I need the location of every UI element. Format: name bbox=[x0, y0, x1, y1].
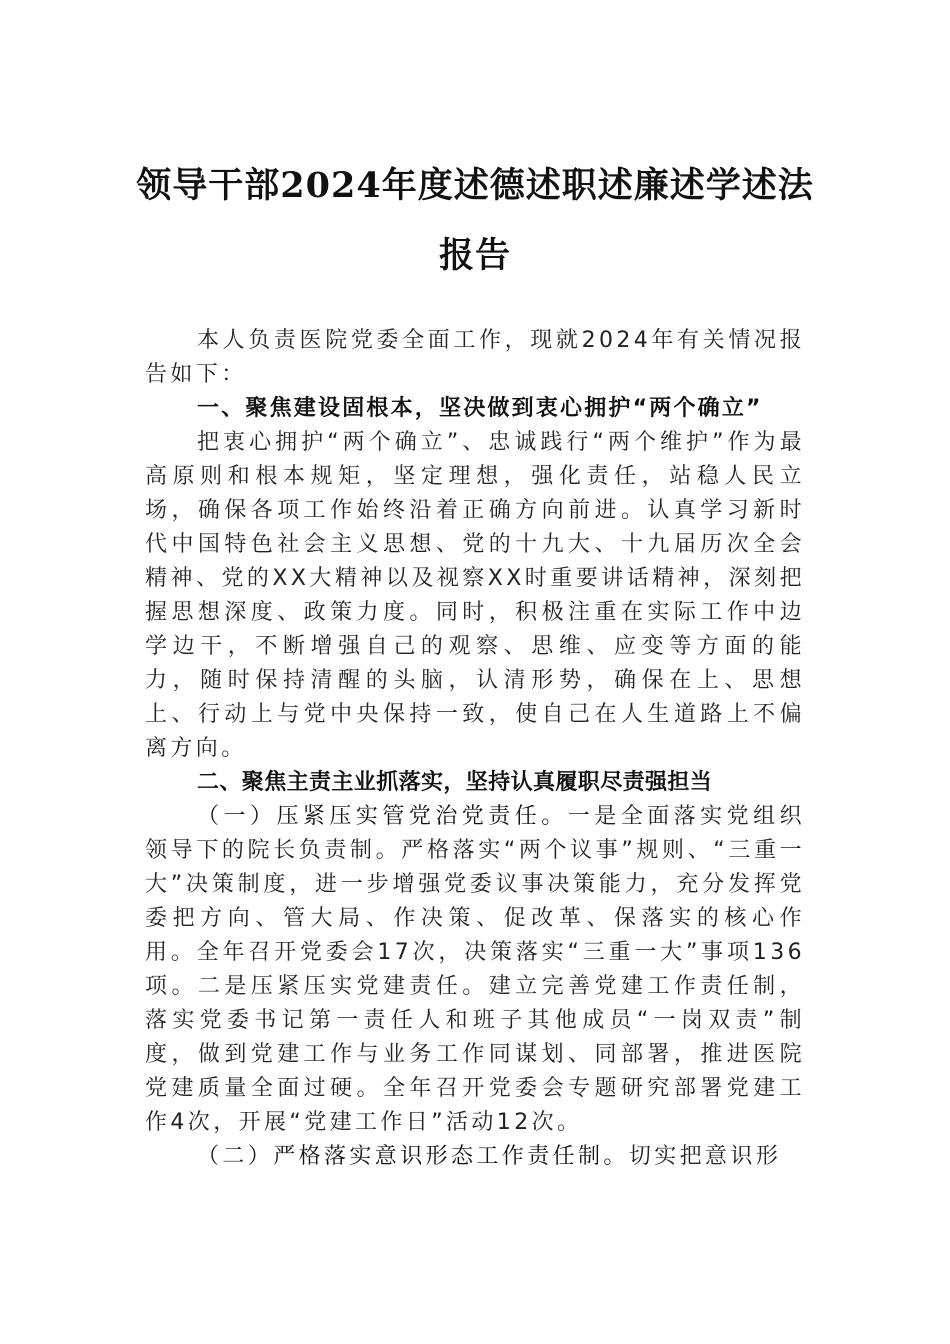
section-2-item-1-paragraph bbox=[145, 800, 805, 1140]
section-2-item-1-text: 一是全面落实党组织领导下的院长负责制。严格落实“两个议事”规则、“三重一大”决策制度，进一步增强党委议事决策能力，充分发挥党委把方向、管大局、作决策、促改革、保落实的核心作用。全年召开党委会17次，决策落实“三重一大”事项136项。二是压紧压实党建责任。建立完善党建工作责任制，落实党委书记第一责任人和班子其他成员“一岗双责”制度，做到党建工作与业务工作同谋划、同部署，推进医院党建质量全面过硬。全年召开党委会专题研究部署党建工作4次，开展“党建工作日”活动12次。 bbox=[145, 804, 805, 1135]
section-2-item-1-label: （一）压紧压实管党治党责任。 bbox=[197, 804, 568, 829]
section-2-item-2-paragraph bbox=[145, 1140, 805, 1174]
section-1-paragraph: 把衷心拥护“两个确立”、忠诚践行“两个维护”作为最高原则和根本规矩，坚定理想，强化责任，站稳人民立场，确保各项工作始终沿着正确方向前进。认真学习新时代中国特色社会主义思想、党的十九大、十九届历次全会精神、党的XX大精神以及视察XX时重要讲话精神，深刻把握思想深度、政策力度。同时，积极注重在实际工作中边学边干，不断增强自己的观察、思维、应变等方面的能力，随时保持清醒的头脑，认清形势，确保在上、思想上、行动上与党中央保持一致，使自己在人生道路上不偏离方向。 bbox=[145, 430, 805, 761]
section-2-heading: 二、聚焦主责主业抓落实，坚持认真履职尽责强担当 bbox=[197, 770, 713, 795]
document-title-line-2: 报告 bbox=[438, 235, 511, 276]
intro-paragraph: 本人负责医院党委全面工作，现就2024年有关情况报告如下： bbox=[145, 328, 805, 387]
document-body bbox=[145, 324, 805, 1174]
document-title-line-1: 领导干部2024年度述德述职述廉述学述法 bbox=[136, 165, 814, 206]
section-2-item-2-text: 切实把意识形 bbox=[628, 1144, 782, 1169]
section-2-item-2-label: （二）严格落实意识形态工作责任制。 bbox=[197, 1144, 629, 1169]
section-1-heading: 一、聚焦建设固根本，坚决做到衷心拥护“两个确立” bbox=[197, 396, 763, 421]
